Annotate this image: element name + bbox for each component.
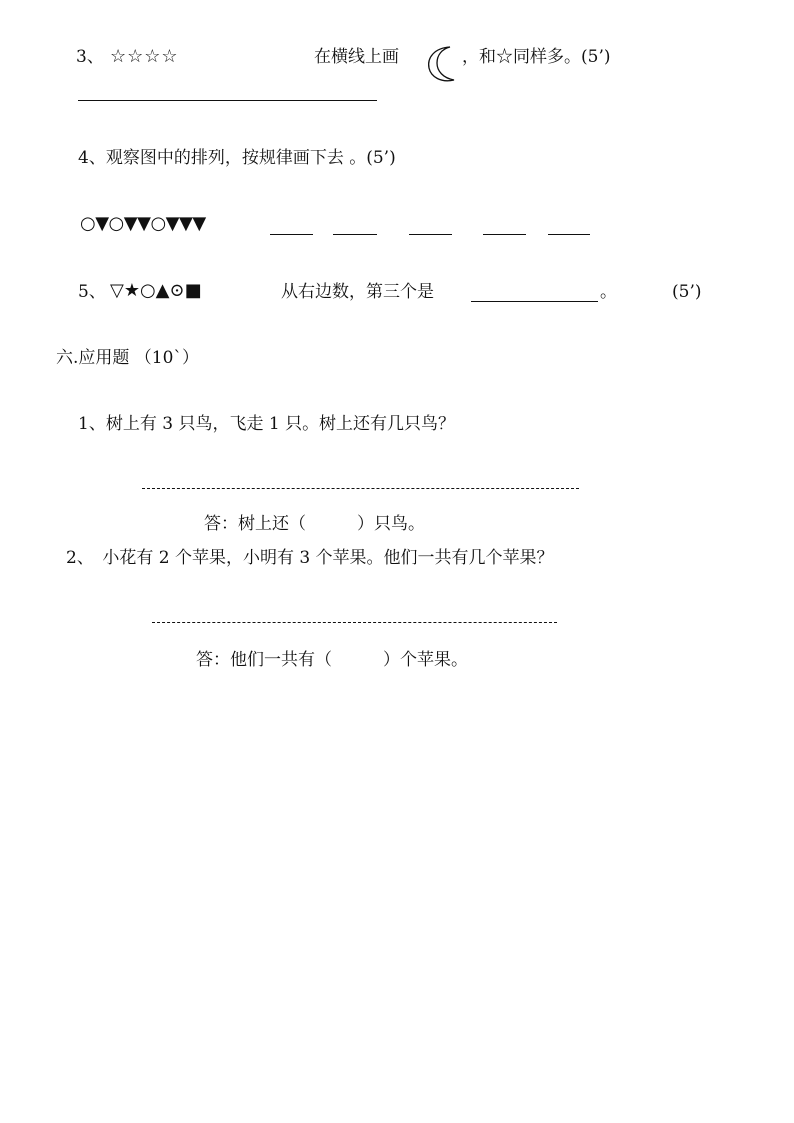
q4-sequence: ○▼○▼▼○▼▼▼ [80,213,206,234]
q3-answer-line[interactable] [78,100,377,101]
p2-dashes-text [152,610,557,630]
q4-blank-2[interactable] [333,234,377,235]
section-title: 六.应用题 （10`） [56,348,199,368]
q5-question: 从右边数，第三个是 [281,282,434,302]
q5-score: (5’) [672,282,702,302]
q3-suffix: ，和☆同样多。(5’) [462,47,611,67]
q3-stars: ☆☆☆☆ [110,46,179,67]
q3-prefix: 3、 [76,47,104,67]
q5-prefix: 5、 [78,282,106,302]
q5-answer-line[interactable] [471,301,598,302]
q3-instruction: 在横线上画 [314,47,399,67]
p2-answer: 答：他们一共有（ ）个苹果。 [196,650,468,670]
q5-period: 。 [600,282,617,302]
p1-answer: 答：树上还（ ）只鸟。 [204,514,425,534]
q4-blank-4[interactable] [483,234,526,235]
crescent-moon-icon [424,44,460,84]
q4-text: 4、观察图中的排列，按规律画下去 。(5’) [78,148,396,168]
p1-question: 1、树上有 3 只鸟，飞走 1 只。树上还有几只鸟？ [78,414,456,434]
q4-blank-1[interactable] [270,234,313,235]
p2-question: 2、 小花有 2 个苹果，小明有 3 个苹果。他们一共有几个苹果？ [66,548,554,568]
q4-blank-3[interactable] [409,234,452,235]
q4-blank-5[interactable] [548,234,590,235]
q5-shapes: ▽★○▲⊙■ [110,280,202,301]
p1-dashes-text [142,476,579,496]
